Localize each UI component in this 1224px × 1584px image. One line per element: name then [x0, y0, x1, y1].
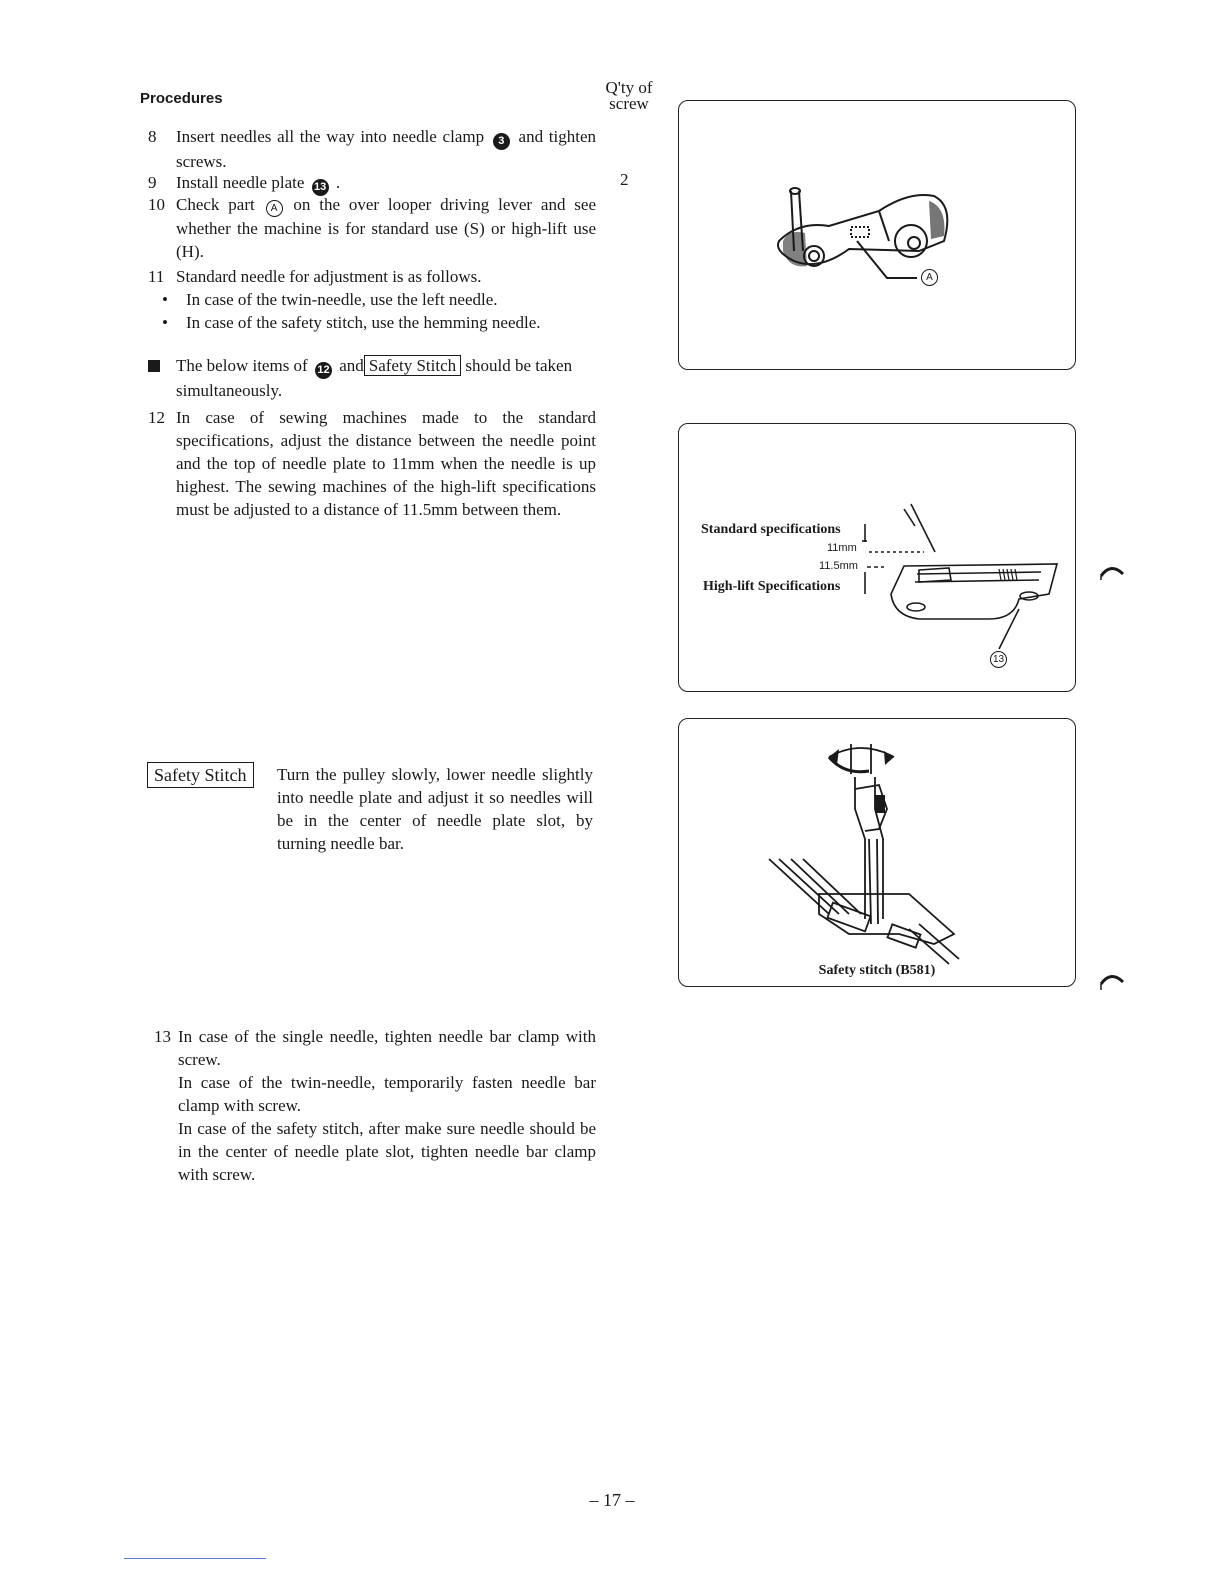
ref-3-icon: 3 [493, 133, 510, 150]
step-text: Check part [176, 195, 255, 214]
measure-11-5mm: 11.5mm [819, 560, 858, 572]
step-text: Standard needle for adjustment is as follows. [176, 267, 482, 286]
bullet-twin-needle: • In case of the twin-needle, use the left needle. [162, 288, 602, 311]
qty-step-9: 2 [620, 170, 629, 189]
step-text-cont: and tighten screws. [176, 127, 597, 171]
step-text: In case of sewing machines made to the standard specifications, adjust the distance between the needle point and the top of needle plate to 11mm when the needle is up highest. The sewing machines of the high-lift specifications must be adjusted to a distance of 11.5mm between them. [176, 408, 596, 519]
note-text-cont: should be taken simultaneously. [176, 356, 573, 400]
callout-a-icon: A [921, 269, 938, 286]
qty-line-2: screw [609, 94, 649, 113]
step-text: Insert needles all the way into needle clamp [176, 127, 485, 146]
ref-a-icon: A [266, 200, 283, 217]
step-13-safety: In case of the safety stitch, after make sure needle should be in the center of needle plate slot, tighten needle bar clamp with screw. [178, 1119, 596, 1184]
bullet-text: In case of the twin-needle, use the left needle. [186, 290, 498, 309]
step-10 [148, 193, 596, 263]
step-number: 8 [148, 127, 157, 146]
note-square-icon [148, 360, 160, 372]
step-8 [148, 125, 596, 173]
bullet-safety-stitch: • In case of the safety stitch, use the hemming needle. [162, 311, 602, 334]
step-number: 10 [148, 195, 165, 214]
safety-stitch-label: Safety Stitch [147, 762, 254, 788]
step-13 [148, 1025, 596, 1186]
page-number: – 17 – [589, 1490, 635, 1510]
procedures-heading: Procedures [140, 90, 223, 107]
step-number: 12 [148, 408, 165, 427]
high-lift-specs-label: High-lift Specifications [703, 579, 841, 594]
note-simultaneous [148, 354, 596, 402]
bullet-text: In case of the safety stitch, use the hemming needle. [186, 313, 541, 332]
margin-mark-icon-2 [1096, 968, 1130, 1008]
ref-13-icon: 13 [312, 179, 329, 196]
measure-11mm: 11mm [827, 542, 857, 554]
figure-needle-specs [678, 423, 1076, 692]
step-13-twin: In case of the twin-needle, temporarily fasten needle bar clamp with screw. [178, 1073, 596, 1115]
step-13-single: In case of the single needle, tighten needle bar clamp with screw. [178, 1027, 596, 1069]
looper-lever-drawing [679, 101, 1075, 369]
safety-stitch-text: Turn the pulley slowly, lower needle slightly into needle plate and adjust it so needles will be in the center of needle plate slot, by turning needle bar. [277, 765, 593, 853]
callout-13-icon: 13 [990, 651, 1007, 668]
step-text: Install needle plate [176, 173, 305, 192]
safety-stitch-drawing [679, 719, 1075, 986]
step-number: 9 [148, 173, 157, 192]
step-12 [148, 406, 596, 521]
step-text-cont: . [335, 173, 341, 192]
safety-stitch-box: Safety Stitch [364, 355, 461, 376]
footer-rule [124, 1558, 266, 1559]
note-text: The below items of [176, 356, 308, 375]
step-number: 11 [148, 267, 165, 286]
figure-looper-lever [678, 100, 1076, 370]
qty-line-1: Q'ty of [605, 78, 653, 97]
margin-mark-icon [1096, 560, 1130, 600]
step-11 [148, 265, 596, 288]
step-text-cont: on the over looper driving lever and see whether the machine is for standard use (S) or high-lift use (H). [176, 195, 597, 261]
figure-safety-stitch [678, 718, 1076, 987]
safety-stitch-caption: Safety stitch (B581) [818, 963, 936, 978]
note-and: and [339, 356, 364, 375]
needle-plate-drawing [679, 424, 1075, 691]
qty-column-header [598, 80, 660, 112]
step-number: 13 [154, 1027, 171, 1046]
standard-specs-label: Standard specifications [701, 522, 841, 537]
ref-12-icon: 12 [315, 362, 332, 379]
